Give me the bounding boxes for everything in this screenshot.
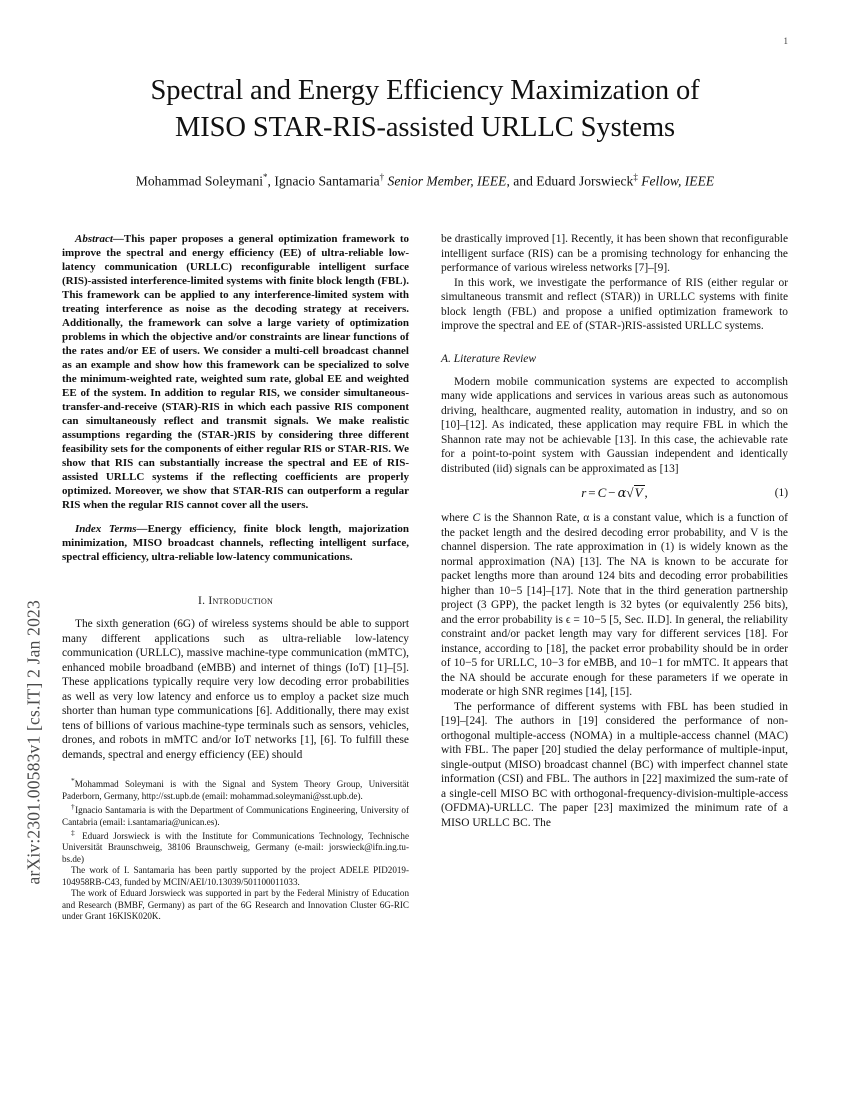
- author-3-name: Eduard Jorswieck: [536, 173, 634, 189]
- footnotes-block: [62, 776, 409, 922]
- author-separator-1: ,: [267, 173, 275, 189]
- literature-paragraph-1: Modern mobile communication systems are expected to accomplish many wide applications and services in various areas such as autonomous driving, healthcare, augmented reality, automation in industry, and so on [10]–[12]. As indicated, these application may require FBL in which the Shannon rate may not be achievable [13]. In this case, the achievable rate for a point-to-point system with Gaussian independent and identically distributed (iid) signals can be approximated as [13]: [441, 375, 788, 475]
- index-terms-label: Index Terms—: [75, 523, 148, 536]
- literature-paragraph-2-text: is the Shannon Rate, α is a constant value, which is a function of the packet length and the desired decoding error probability, and V is the channel dispersion. The rate approximation in (1) is widely known as the normal approximation (NA) [13]. The NA is known to be accurate for packet lengths more than around 124 bits and decoding error probabilities higher than 10−5 [14]–[17]. Note that in the third generation partnership project (3 GPP), the packet length is 32 bytes (or equivalently 256 bits), and the error probability is ϵ = 10−5 [5, Sec. II.D]. In general, the reliability constraint and/or packet length may vary for different services [18]. For instance, according to [18], the packet error probability should be in order of 10−5 for URLLC, 10−3 for eMBB, and 10−1 for mMTC. It appears that the NA should be accurate enough for these parameters if we operate in moderate or high SNR regimes [14], [15].: [441, 512, 788, 698]
- left-column: [62, 232, 409, 922]
- author-separator-2: , and: [506, 173, 537, 189]
- author-line: [70, 172, 780, 190]
- literature-paragraph-2: [441, 511, 788, 700]
- body-columns: [62, 232, 788, 1062]
- shannon-rate-symbol: C: [472, 512, 481, 524]
- author-2-affiliation-mark: †: [379, 172, 385, 183]
- abstract-paragraph: [62, 232, 409, 512]
- footnote-item: [62, 802, 409, 828]
- paper-title-line-1: Spectral and Energy Efficiency Maximization of: [150, 75, 700, 106]
- page-title: [70, 72, 780, 146]
- footnote-text: Eduard Jorswieck is with the Institute for Communications Technology, Technische Universität Braunschweig, 38106 Braunschweig, Germany (e-mail: jorswieck@ifn.ing.tu-bs.de): [62, 831, 409, 864]
- footnote-text: The work of Eduard Jorswieck was supported in part by the Federal Ministry of Education and Research (BMBF, Germany) as part of the 6G Research and Innovation Cluster 6G-RIC under Grant 16KISK020K.: [62, 888, 409, 921]
- equation-1: [441, 485, 788, 501]
- title-block: [70, 72, 780, 190]
- footnote-mark: †: [71, 802, 76, 812]
- right-paragraph-1: be drastically improved [1]. Recently, it has been shown that reconfigurable intelligent surface (RIS) can be a promising technology for enhancing the performance of various wireless networks [7]–[9].: [441, 233, 788, 274]
- author-2-membership: Senior Member, IEEE: [387, 173, 507, 189]
- footnote-item: [62, 828, 409, 865]
- equation-lhs: r: [581, 485, 587, 500]
- equation-comma: ,: [644, 485, 648, 500]
- footnote-item: [62, 776, 409, 802]
- footnote-mark: ‡: [71, 828, 78, 838]
- right-column: [441, 232, 788, 830]
- page-number: 1: [783, 36, 788, 46]
- equation-radical-sign: √: [626, 485, 634, 500]
- literature-paragraph-3: The performance of different systems with FBL has been studied in [19]–[24]. The authors in [19] considered the performance of non-orthogonal multiple-access (NOMA) in a multiple-access channel (MAC) with FBL. The paper [20] studied the delay performance of multiple-input, single-output (MISO) broadcast channel (BC) with imperfect channel state information (CSI) and FBL. The authors in [22] maximized the sum-rate of a single-cell MISO BC with orthogonal-frequency-division-multiple-access (OFDMA)-URLLC. The paper [23] maximized the minimum rate of a MISO URLLC BC. The: [441, 700, 788, 829]
- equation-radicand: V: [634, 485, 643, 500]
- author-1-name: Mohammad Soleymani: [135, 173, 264, 189]
- arxiv-stamp: [0, 0, 58, 1100]
- equation-shannon-rate-symbol: C: [597, 485, 607, 500]
- footnote-text: Ignacio Santamaria is with the Department of Communications Engineering, University of Cantabria (email: i.santamaria@unican.es).: [62, 805, 409, 827]
- equation-equals: =: [588, 485, 596, 500]
- author-3-affiliation-mark: ‡: [633, 172, 638, 183]
- intro-paragraph-1: The sixth generation (6G) of wireless systems should be able to support many different applications such as ultra-reliable low-latency communication (URLLC), massive machine-type communication (mMTC), enhanced mobile broadband (eMBB) and internet of things (IoT) [1]–[5]. These applications typically require very low decoding error probabilities as well as very low latency and enforce us to employ a packet size much shorter than human type communications [6]. Additionally, there may exist tens of billions of various machine-type terminals such as sensors, vehicles, drones, and robots in mMTC and/or IoT networks [1], [6]. To fulfill these demands, spectral and energy efficiency (EE) should: [62, 618, 409, 761]
- literature-paragraph-2-prefix: where: [441, 512, 473, 524]
- author-3-membership: Fellow, IEEE: [641, 173, 715, 189]
- equation-alpha: α: [617, 486, 627, 501]
- section-heading-introduction: I. Introduction: [197, 594, 274, 608]
- footnote-mark: *: [71, 776, 75, 786]
- index-terms-paragraph: [62, 522, 409, 564]
- abstract-text: This paper proposes a general optimization framework to improve the spectral and energy efficiency (EE) of ultra-reliable low-latency communication (URLLC) reconfigurable intelligent surface (RIS)-assisted interference-limited systems with finite block length (FBL). This framework can be applied to any interference-limited system with treating interference as noise as the decoding strategy at receivers. Additionally, the framework can solve a large variety of optimization problems in which the objective and/or constraints are linear functions of the rates and/or EE of users. We consider a multi-cell broadcast channel as an example and show how this framework can be specialized to solve the minimum-weighted rate, weighted sum rate, global EE and weighted EE of the system. In addition to regular RIS, we consider simultaneous-transfer-and-receive (STAR)-RIS in which each passive RIS component can simultaneously reflect and transmit signals. We make realistic assumptions regarding the (STAR-)RIS by considering three different feasibility sets for the components of either regular RIS or STAR-RIS. We show that RIS can substantially increase the spectral and EE of RIS-assisted URLLC systems if the reflecting coefficients are properly optimized. Moreover, we show that STAR-RIS can outperform a regular RIS when the regular RIS cannot cover all the users.: [62, 233, 409, 512]
- abstract-label: Abstract—: [75, 233, 124, 245]
- equation-number: (1): [774, 487, 788, 499]
- right-paragraph-2: In this work, we investigate the performance of RIS (either regular or simultaneous transmit and reflect (STAR)) in URLLC systems with finite block length (FBL) and propose a unified optimization framework to improve the spectral and EE of (STAR-)RIS-assisted URLLC systems.: [441, 276, 788, 332]
- footnote-item: [62, 865, 409, 888]
- subsection-heading-literature-review: A. Literature Review: [441, 352, 537, 365]
- index-terms-text: Energy efficiency, finite block length, majorization minimization, MISO broadcast channels, reflecting intelligent surface, spectral efficiency, ultra-reliable low-latency communications.: [62, 523, 409, 564]
- author-2-name: Ignacio Santamaria: [274, 173, 380, 189]
- arxiv-stamp-text: arXiv:2301.00583v1 [cs.IT] 2 Jan 2023: [23, 600, 44, 885]
- paper-title-line-2: MISO STAR-RIS-assisted URLLC Systems: [174, 112, 676, 144]
- footnote-text: Mohammad Soleymani is with the Signal and System Theory Group, Universität Paderborn, Germany, http://sst.upb.de (email: mohammad.soleymani@sst.upb.de).: [62, 779, 409, 801]
- equation-minus: −: [608, 485, 616, 500]
- author-1-affiliation-mark: *: [263, 172, 268, 183]
- footnote-item: [62, 888, 409, 922]
- footnote-text: The work of I. Santamaria has been partly supported by the project ADELE PID2019-104958RB-C43, funded by MCIN/AEI/10.13039/501100011033.: [62, 865, 409, 887]
